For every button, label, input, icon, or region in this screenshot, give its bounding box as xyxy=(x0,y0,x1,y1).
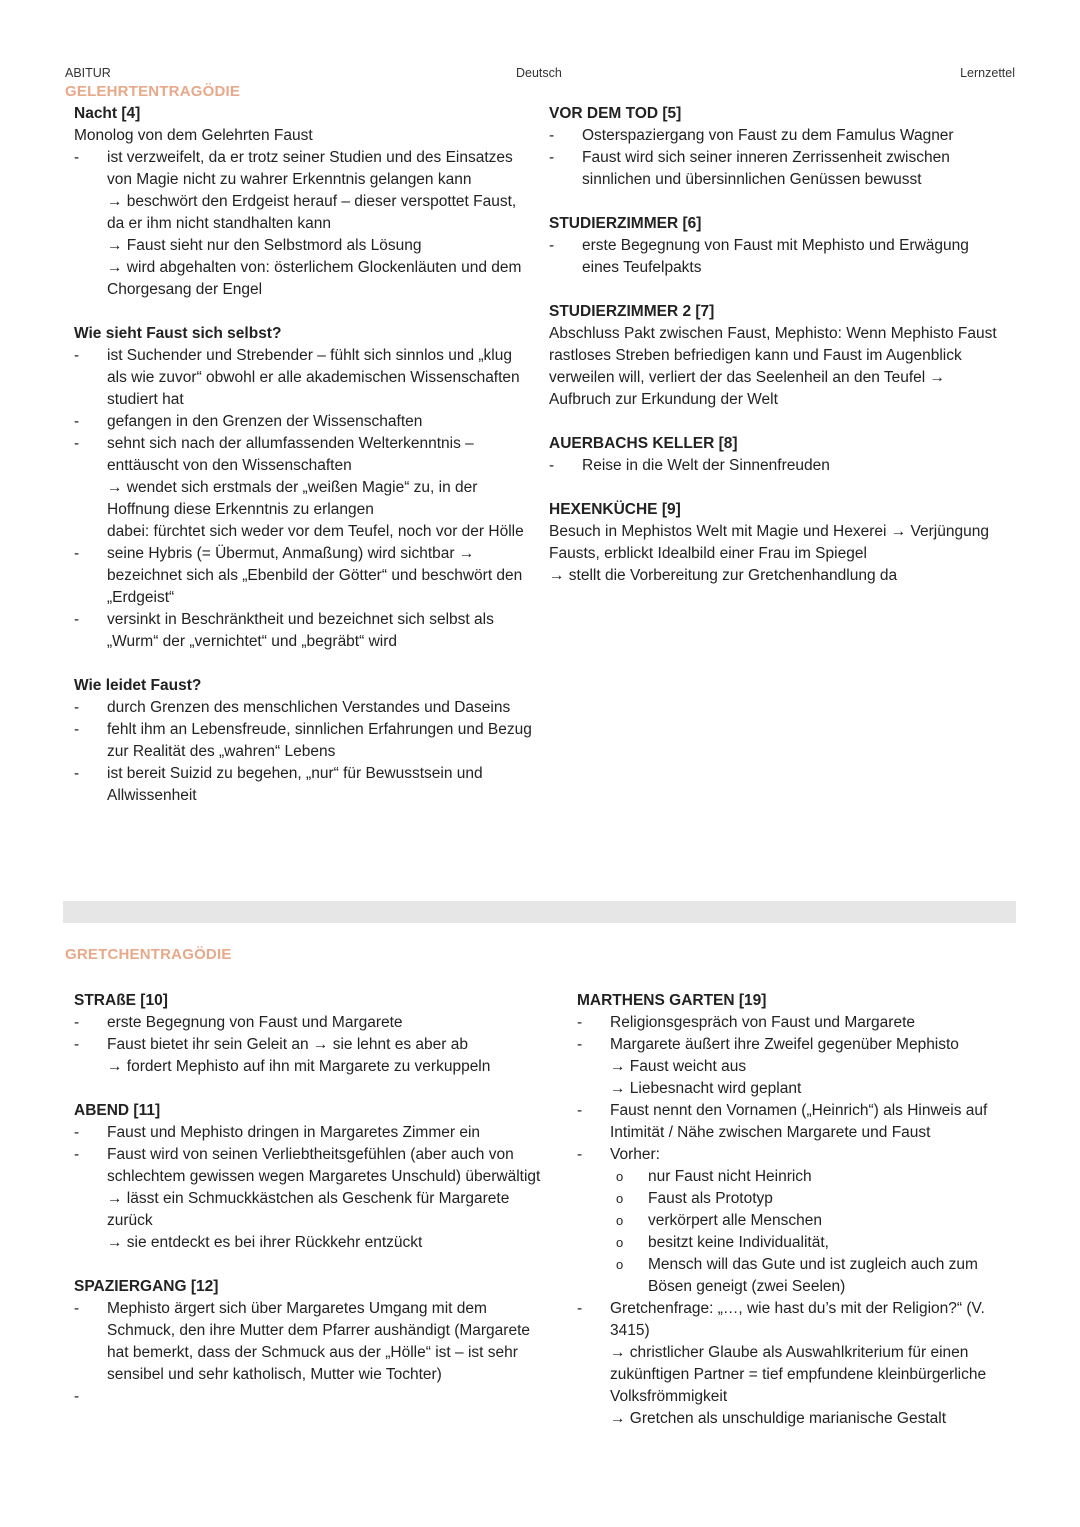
dash-bullet-icon: - xyxy=(577,1102,583,1119)
bullet-text: ist verzweifelt, da er trotz seiner Studien und des Einsatzes von Magie nicht zu wahrer Erkenntnis gelangen kann xyxy=(107,149,513,188)
bullet-text: ist bereit Suizid zu begehen, „nur“ für Bewusstsein und Allwissenheit xyxy=(107,765,483,804)
dash-bullet-icon: - xyxy=(74,1388,80,1405)
dash-bullet-icon: - xyxy=(577,1036,583,1053)
spacer xyxy=(74,653,536,675)
dash-bullet-icon: - xyxy=(74,149,80,166)
section-heading: Wie leidet Faust? xyxy=(74,677,202,694)
sub-item: dabei: fürchtet sich weder vor dem Teufel, noch vor der Hölle xyxy=(107,523,524,540)
circle-bullet-item xyxy=(577,1210,1009,1232)
dash-bullet-icon: - xyxy=(74,699,80,716)
section-heading: STUDIERZIMMER 2 [7] xyxy=(549,303,715,320)
sub-item: → wird abgehalten von: österlichem Glockenläuten und dem Chorgesang der Engel xyxy=(107,259,522,298)
bullet-item xyxy=(74,411,536,433)
bullet-item xyxy=(577,1100,1009,1144)
section-heading: Nacht [4] xyxy=(74,105,141,122)
section-heading: Wie sieht Faust sich selbst? xyxy=(74,325,282,342)
dash-bullet-icon: - xyxy=(577,1146,583,1163)
dash-bullet-icon: - xyxy=(549,127,555,144)
sub-item: → Liebesnacht wird geplant xyxy=(610,1080,802,1097)
sub-item: → beschwört den Erdgeist herauf – dieser verspottet Faust, da er ihm nicht standhalten kann xyxy=(107,193,517,232)
section-heading: MARTHENS GARTEN [19] xyxy=(577,992,767,1009)
bullet-item xyxy=(74,1144,552,1188)
bullet-text: Faust wird sich seiner inneren Zerrissenheit zwischen sinnlichen und übersinnlichen Genüssen bewusst xyxy=(582,149,950,188)
bullet-item xyxy=(74,697,536,719)
bullet-item xyxy=(74,1386,552,1408)
circle-bullet-text: Mensch will das Gute und ist zugleich auch zum Bösen geneigt (zwei Seelen) xyxy=(648,1256,978,1295)
bullet-text: Osterspaziergang von Faust zu dem Famulus Wagner xyxy=(582,127,954,144)
circle-bullet-item xyxy=(577,1166,1009,1188)
bullet-text: Faust und Mephisto dringen in Margaretes Zimmer ein xyxy=(107,1124,481,1141)
dash-bullet-icon: - xyxy=(549,237,555,254)
sub-item: → Faust weicht aus xyxy=(610,1058,747,1075)
dash-bullet-icon: - xyxy=(74,347,80,364)
section1-right-column xyxy=(549,103,1009,587)
bullet-item xyxy=(74,1034,552,1056)
bullet-text: Faust bietet ihr sein Geleit an → sie lehnt es aber ab xyxy=(107,1036,469,1053)
bullet-text: Religionsgespräch von Faust und Margarete xyxy=(610,1014,916,1031)
bullet-item xyxy=(577,1034,1009,1056)
dash-bullet-icon: - xyxy=(549,149,555,166)
bullet-item xyxy=(74,1298,552,1386)
header-center: Deutsch xyxy=(516,66,562,80)
bullet-item xyxy=(74,609,536,653)
dash-bullet-icon: - xyxy=(74,1014,80,1031)
circle-bullet-text: Faust als Prototyp xyxy=(648,1190,773,1207)
section-heading: ABEND [11] xyxy=(74,1102,161,1119)
bullet-item xyxy=(549,455,1009,477)
bullet-text: versinkt in Beschränktheit und bezeichnet sich selbst als „Wurm“ der „vernichtet“ und „begräbt“ wird xyxy=(107,611,494,650)
section-heading: VOR DEM TOD [5] xyxy=(549,105,682,122)
bullet-item xyxy=(74,763,536,807)
dash-bullet-icon: - xyxy=(74,765,80,782)
bullet-item xyxy=(74,147,536,191)
circle-bullet-item xyxy=(577,1254,1009,1298)
circle-bullet-text: nur Faust nicht Heinrich xyxy=(648,1168,812,1185)
dash-bullet-icon: - xyxy=(577,1014,583,1031)
dash-bullet-icon: - xyxy=(74,435,80,452)
dash-bullet-icon: - xyxy=(74,1124,80,1141)
dash-bullet-icon: - xyxy=(74,545,80,562)
bullet-text: seine Hybris (= Übermut, Anmaßung) wird sichtbar → bezeichnet sich als „Ebenbild der Götter“ und beschwört den „Erdgeist“ xyxy=(107,545,523,606)
bullet-text xyxy=(107,1388,111,1405)
circle-bullet-item xyxy=(577,1188,1009,1210)
bullet-item xyxy=(74,1122,552,1144)
bullet-text: Vorher: xyxy=(610,1146,660,1163)
dash-bullet-icon: - xyxy=(74,1300,80,1317)
dash-bullet-icon: - xyxy=(74,413,80,430)
section2-left-column xyxy=(74,990,552,1408)
spacer xyxy=(549,279,1009,301)
section-heading: SPAZIERGANG [12] xyxy=(74,1278,219,1295)
bullet-text: durch Grenzen des menschlichen Verstandes und Daseins xyxy=(107,699,511,716)
dash-bullet-icon: - xyxy=(74,611,80,628)
sub-item: → Faust sieht nur den Selbstmord als Lösung xyxy=(107,237,422,254)
dash-bullet-icon: - xyxy=(549,457,555,474)
bullet-item xyxy=(74,1012,552,1034)
bullet-item xyxy=(577,1012,1009,1034)
section-title-gretchentragoedie: GRETCHENTRAGÖDIE xyxy=(65,946,232,963)
bullet-item xyxy=(74,433,536,477)
section-title-gelehrtentragoedie: GELEHRTENTRAGÖDIE xyxy=(65,83,241,100)
circle-bullet-icon: o xyxy=(616,1213,624,1228)
bullet-item xyxy=(74,543,536,609)
sub-item: → fordert Mephisto auf ihn mit Margarete zu verkuppeln xyxy=(107,1058,491,1075)
bullet-item xyxy=(74,719,536,763)
circle-bullet-icon: o xyxy=(616,1257,624,1272)
paragraph: Abschluss Pakt zwischen Faust, Mephisto: Wenn Mephisto Faust rastloses Streben befriedigen kann und Faust im Augenblick verweilen will, verliert der das Seelenheil an den Teufel → Aufbruch zur Erkundung der Welt xyxy=(549,325,997,408)
sub-item: → lässt ein Schmuckkästchen als Geschenk für Margarete zurück xyxy=(107,1190,510,1229)
bullet-text: Faust wird von seinen Verliebtheitsgefühlen (aber auch von schlechtem gewissen wegen Margaretes Unschuld) überwältigt xyxy=(107,1146,541,1185)
sub-item: → wendet sich erstmals der „weißen Magie“ zu, in der Hoffnung diese Erkenntnis zu erlangen xyxy=(107,479,478,518)
section-heading: STUDIERZIMMER [6] xyxy=(549,215,702,232)
dash-bullet-icon: - xyxy=(74,1146,80,1163)
bullet-text: sehnt sich nach der allumfassenden Welterkenntnis – enttäuscht von den Wissenschaften xyxy=(107,435,474,474)
bullet-text: ist Suchender und Strebender – fühlt sich sinnlos und „klug als wie zuvor“ obwohl er alle akademischen Wissenschaften studiert hat xyxy=(107,347,520,408)
bullet-item xyxy=(549,125,1009,147)
section-heading: STRAßE [10] xyxy=(74,992,168,1009)
bullet-item xyxy=(577,1144,1009,1166)
bullet-text: erste Begegnung von Faust und Margarete xyxy=(107,1014,403,1031)
bullet-item xyxy=(74,345,536,411)
bullet-text: Mephisto ärgert sich über Margaretes Umgang mit dem Schmuck, den ihre Mutter dem Pfarrer aushändigt (Margarete hat bemerkt, dass der Schmuck aus der „Hölle“ ist – ist sehr sensibel und sehr katholisch, Mutter wie Tochter) xyxy=(107,1300,530,1383)
sub-item: → christlicher Glaube als Auswahlkriterium für einen zukünftigen Partner = tief empfundene kleinbürgerliche Volksfrömmigkeit xyxy=(610,1344,987,1405)
dash-bullet-icon: - xyxy=(74,721,80,738)
spacer xyxy=(549,477,1009,499)
bullet-item xyxy=(577,1298,1009,1342)
circle-bullet-icon: o xyxy=(616,1169,624,1184)
bullet-text: gefangen in den Grenzen der Wissenschaften xyxy=(107,413,423,430)
spacer xyxy=(549,411,1009,433)
circle-bullet-icon: o xyxy=(616,1235,624,1250)
bullet-item xyxy=(549,235,1009,279)
circle-bullet-item xyxy=(577,1232,1009,1254)
section-divider xyxy=(63,901,1016,923)
dash-bullet-icon: - xyxy=(577,1300,583,1317)
bullet-item xyxy=(549,147,1009,191)
spacer xyxy=(74,1254,552,1276)
bullet-text: Reise in die Welt der Sinnenfreuden xyxy=(582,457,830,474)
header-right: Lernzettel xyxy=(960,66,1015,80)
header-left: ABITUR xyxy=(65,66,111,80)
section-heading: AUERBACHS KELLER [8] xyxy=(549,435,738,452)
spacer xyxy=(74,301,536,323)
section1-left-column xyxy=(74,103,536,807)
spacer xyxy=(74,1078,552,1100)
section-heading: HEXENKÜCHE [9] xyxy=(549,501,681,518)
circle-bullet-icon: o xyxy=(616,1191,624,1206)
sub-item: → sie entdeckt es bei ihrer Rückkehr entzückt xyxy=(107,1234,423,1251)
bullet-text: Gretchenfrage: „…, wie hast du’s mit der Religion?“ (V. 3415) xyxy=(610,1300,985,1339)
bullet-text: Faust nennt den Vornamen („Heinrich“) als Hinweis auf Intimität / Nähe zwischen Margarete und Faust xyxy=(610,1102,988,1141)
bullet-text: Margarete äußert ihre Zweifel gegenüber Mephisto xyxy=(610,1036,959,1053)
bullet-text: fehlt ihm an Lebensfreude, sinnlichen Erfahrungen und Bezug zur Realität des „wahren“ Lebens xyxy=(107,721,532,760)
circle-bullet-text: verkörpert alle Menschen xyxy=(648,1212,823,1229)
paragraph: Besuch in Mephistos Welt mit Magie und Hexerei → Verjüngung Fausts, erblickt Idealbild einer Frau im Spiegel xyxy=(549,523,989,562)
section2-right-column xyxy=(577,990,1009,1430)
paragraph: → stellt die Vorbereitung zur Gretchenhandlung da xyxy=(549,567,898,584)
dash-bullet-icon: - xyxy=(74,1036,80,1053)
bullet-text: erste Begegnung von Faust mit Mephisto und Erwägung eines Teufelpakts xyxy=(582,237,969,276)
paragraph: Monolog von dem Gelehrten Faust xyxy=(74,127,313,144)
spacer xyxy=(549,191,1009,213)
sub-item: → Gretchen als unschuldige marianische Gestalt xyxy=(610,1410,946,1427)
circle-bullet-text: besitzt keine Individualität, xyxy=(648,1234,829,1251)
